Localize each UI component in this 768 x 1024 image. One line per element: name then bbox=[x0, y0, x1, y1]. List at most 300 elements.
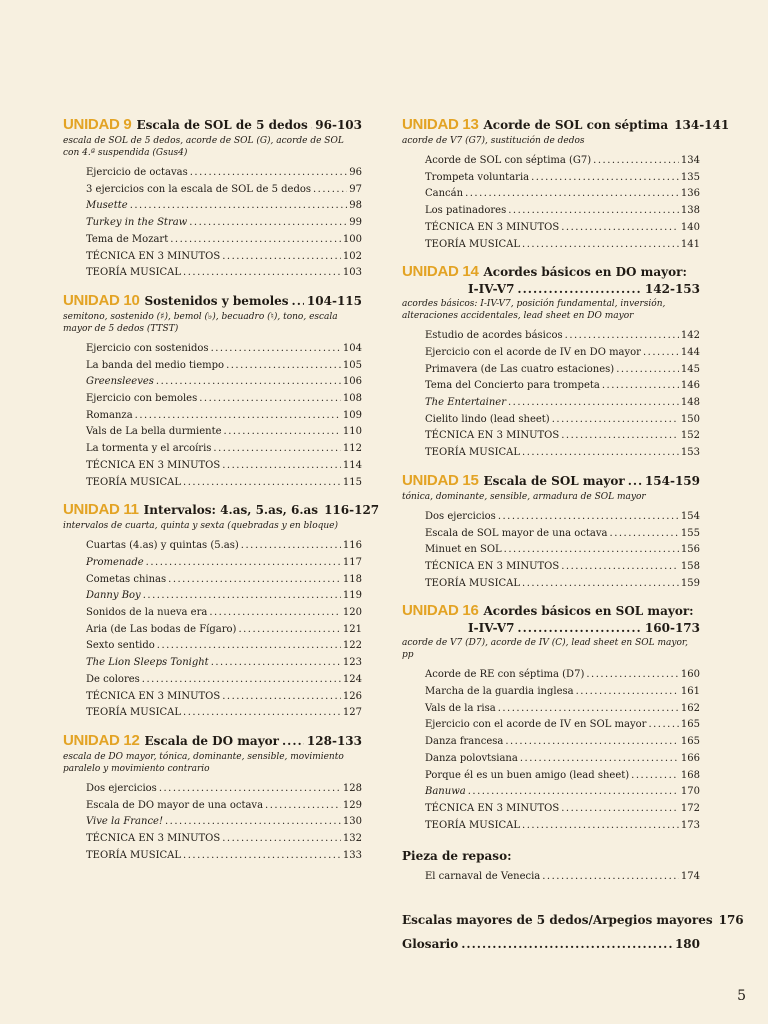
dot-leader bbox=[505, 734, 679, 751]
entry-title: Acorde de SOL con séptima (G7) bbox=[425, 155, 592, 166]
unit-subtitle: I-IV-V7 bbox=[468, 282, 515, 297]
entry-page: 168 bbox=[680, 769, 700, 781]
entry-title: TÉCNICA EN 3 MINUTOS bbox=[425, 430, 560, 442]
toc-entry[interactable] bbox=[425, 576, 700, 593]
unit-title: Escala de SOL mayor bbox=[483, 473, 625, 488]
unit-title: Acorde de SOL con séptima bbox=[483, 118, 669, 132]
entry-title: Danny Boy bbox=[86, 590, 141, 602]
entry-page: 140 bbox=[680, 221, 700, 233]
entry-list bbox=[402, 153, 700, 253]
entry-title: TÉCNICA EN 3 MINUTOS bbox=[425, 560, 560, 572]
entry-page: 159 bbox=[680, 577, 700, 589]
entry-title: TEORÍA MUSICAL bbox=[425, 577, 521, 589]
toc-entry[interactable] bbox=[425, 526, 700, 543]
entry-title: TÉCNICA EN 3 MINUTOS bbox=[86, 690, 221, 702]
unit-description: acorde de V7 (G7), sustitución de dedos bbox=[402, 136, 585, 146]
entry-page: 105 bbox=[342, 359, 362, 371]
entry-title: TÉCNICA EN 3 MINUTOS bbox=[425, 802, 560, 814]
entry-title: Ejercicio con el acorde de IV en SOL mayor bbox=[425, 719, 647, 731]
unit-section bbox=[63, 292, 362, 491]
entry-title: Vals de la risa bbox=[425, 702, 496, 714]
toc-entry[interactable] bbox=[86, 814, 362, 831]
dot-leader bbox=[522, 237, 679, 254]
dot-leader bbox=[517, 620, 642, 636]
scales-page: 176 bbox=[718, 913, 744, 928]
toc-entry[interactable] bbox=[425, 751, 700, 768]
entry-list bbox=[63, 781, 362, 865]
toc-entry[interactable] bbox=[86, 341, 362, 358]
unit-label: UNIDAD 14 bbox=[402, 263, 479, 281]
toc-entry[interactable] bbox=[86, 391, 362, 408]
page-number: 5 bbox=[737, 988, 746, 1004]
entry-page: 160 bbox=[680, 669, 700, 681]
entry-title: Vals de La bella durmiente bbox=[86, 426, 222, 438]
entry-page: 145 bbox=[680, 363, 700, 375]
entry-page: 165 bbox=[680, 736, 700, 748]
entry-title: De colores bbox=[86, 673, 140, 685]
toc-entry[interactable] bbox=[86, 374, 362, 391]
toc-entry[interactable] bbox=[86, 638, 362, 655]
scales-entry[interactable] bbox=[402, 908, 744, 932]
entry-title: Los patinadores bbox=[425, 205, 507, 217]
dot-leader bbox=[508, 203, 679, 220]
entry-page: 117 bbox=[342, 556, 362, 568]
entry-page: 150 bbox=[680, 413, 700, 425]
unit-label: UNIDAD 11 bbox=[63, 501, 139, 519]
unit-pages: 154-159 bbox=[644, 473, 700, 488]
entry-title: Dos ejercicios bbox=[425, 510, 496, 522]
entry-title: Marcha de la guardia inglesa bbox=[425, 686, 574, 698]
entry-title: Sonidos de la nueva era bbox=[86, 607, 208, 619]
toc-entry[interactable] bbox=[425, 445, 700, 462]
entry-title: Tema de Mozart bbox=[86, 233, 169, 245]
toc-entry[interactable] bbox=[86, 705, 362, 722]
entry-page: 114 bbox=[342, 459, 362, 471]
toc-entry[interactable] bbox=[425, 345, 700, 362]
entry-page: 129 bbox=[342, 799, 362, 811]
dot-leader bbox=[222, 831, 341, 848]
entry-page: 132 bbox=[342, 833, 362, 845]
toc-entry[interactable] bbox=[86, 588, 362, 605]
unit-description: semitono, sostenido (♯), bemol (♭), becuadro (♮), tono, escala mayor de 5 dedos (TTST) bbox=[63, 311, 338, 334]
entry-title: Primavera (de Las cuatro estaciones) bbox=[425, 363, 615, 375]
entry-page: 124 bbox=[342, 673, 362, 685]
toc-entry[interactable] bbox=[425, 559, 700, 576]
toc-entry[interactable] bbox=[425, 784, 700, 801]
toc-entry[interactable] bbox=[86, 781, 362, 798]
entry-title: TEORÍA MUSICAL bbox=[86, 849, 182, 861]
entry-page: 110 bbox=[342, 426, 362, 438]
dot-leader bbox=[631, 768, 679, 785]
dot-leader bbox=[311, 117, 312, 134]
dot-leader bbox=[561, 428, 679, 445]
unit-section bbox=[402, 116, 730, 253]
toc-entry[interactable] bbox=[86, 408, 362, 425]
toc-entry[interactable] bbox=[425, 542, 700, 559]
unit-pages: 96-103 bbox=[315, 118, 362, 132]
unit-description: acorde de V7 (D7), acorde de IV (C), lead sheet en SOL mayor, pp bbox=[402, 638, 689, 661]
entry-title: Porque él es un buen amigo (lead sheet) bbox=[425, 769, 630, 781]
dot-leader bbox=[461, 932, 672, 956]
unit-pages: 134-141 bbox=[674, 118, 730, 132]
unit-section bbox=[63, 501, 380, 722]
entry-title: Cuartas (4.as) y quintas (5.as) bbox=[86, 540, 239, 552]
unit-heading[interactable] bbox=[402, 602, 700, 620]
dot-leader bbox=[143, 588, 341, 605]
toc-entry[interactable] bbox=[425, 186, 700, 203]
entry-page: 153 bbox=[680, 447, 700, 459]
dot-leader bbox=[189, 215, 347, 232]
toc-entry[interactable] bbox=[86, 475, 362, 492]
entry-title: Minuet en SOL bbox=[425, 544, 502, 556]
entry-page: 133 bbox=[342, 849, 362, 861]
toc-entry[interactable] bbox=[86, 538, 362, 555]
unit-heading[interactable] bbox=[402, 263, 700, 281]
dot-leader bbox=[222, 249, 341, 266]
dot-leader bbox=[222, 689, 341, 706]
entry-title: Danza francesa bbox=[425, 736, 504, 748]
dot-leader bbox=[265, 798, 341, 815]
entry-title: TEORÍA MUSICAL bbox=[86, 267, 182, 279]
dot-leader bbox=[224, 424, 341, 441]
entry-title: Ejercicio con el acorde de IV en DO mayor bbox=[425, 346, 641, 358]
dot-leader bbox=[241, 538, 341, 555]
entry-page: 130 bbox=[342, 816, 362, 828]
dot-leader bbox=[183, 705, 341, 722]
dot-leader bbox=[517, 281, 642, 297]
dot-leader bbox=[593, 153, 679, 170]
entry-title: TEORÍA MUSICAL bbox=[86, 476, 182, 488]
entry-page: 116 bbox=[342, 540, 362, 552]
entry-title: Estudio de acordes básicos bbox=[425, 330, 563, 342]
toc-entry[interactable] bbox=[86, 655, 362, 672]
dot-leader bbox=[209, 605, 341, 622]
dot-leader bbox=[157, 638, 341, 655]
entry-title: TÉCNICA EN 3 MINUTOS bbox=[86, 250, 221, 262]
entry-title: Ejercicio de octavas bbox=[86, 167, 188, 178]
entry-title: TEORÍA MUSICAL bbox=[86, 707, 182, 719]
dot-leader bbox=[159, 781, 341, 798]
entry-page: 173 bbox=[680, 819, 700, 831]
toc-entry[interactable] bbox=[86, 831, 362, 848]
toc-entry[interactable] bbox=[86, 215, 362, 232]
entry-page: 97 bbox=[349, 183, 362, 195]
unit-title: Acordes básicos en DO mayor: bbox=[483, 265, 687, 280]
entry-page: 127 bbox=[342, 707, 362, 719]
dot-leader bbox=[504, 542, 679, 559]
dot-leader bbox=[648, 717, 678, 734]
entry-title: TEORÍA MUSICAL bbox=[425, 238, 521, 250]
entry-page: 128 bbox=[342, 782, 362, 794]
dot-leader bbox=[211, 655, 341, 672]
toc-entry[interactable] bbox=[425, 768, 700, 785]
unit-heading[interactable] bbox=[63, 292, 362, 310]
unit-title: Escala de DO mayor bbox=[144, 733, 279, 748]
toc-entry[interactable] bbox=[86, 182, 362, 199]
entry-page: 126 bbox=[342, 690, 362, 702]
unit-title: Sostenidos y bemoles bbox=[144, 293, 289, 308]
toc-entry[interactable] bbox=[425, 170, 700, 187]
entry-page: 104 bbox=[342, 342, 362, 354]
entry-page: 135 bbox=[680, 171, 700, 183]
toc-entry[interactable] bbox=[425, 428, 700, 445]
review-list bbox=[402, 869, 700, 886]
entry-page: 119 bbox=[342, 590, 362, 602]
entry-page: 158 bbox=[680, 560, 700, 572]
entry-page: 148 bbox=[680, 397, 700, 409]
entry-list bbox=[402, 667, 700, 834]
toc-entry[interactable] bbox=[86, 441, 362, 458]
glossary-title: Glosario bbox=[402, 937, 459, 952]
dot-leader bbox=[561, 220, 679, 237]
entry-page: 155 bbox=[680, 527, 700, 539]
entry-page: 134 bbox=[680, 155, 700, 166]
toc-entry[interactable] bbox=[425, 220, 700, 237]
glossary-page: 180 bbox=[674, 937, 700, 952]
dot-leader bbox=[576, 684, 679, 701]
entry-page: 165 bbox=[680, 719, 700, 731]
toc-entry[interactable] bbox=[425, 378, 700, 395]
unit-pages: 104-115 bbox=[306, 293, 362, 308]
entry-page: 96 bbox=[349, 167, 362, 178]
unit-description: escala de DO mayor, tónica, dominante, sensible, movimiento paralelo y movimiento contrario bbox=[63, 751, 344, 774]
toc-entry[interactable] bbox=[86, 848, 362, 865]
entry-title: Romanza bbox=[86, 409, 133, 421]
unit-title: Intervalos: 4.as, 5.as, 6.as bbox=[143, 503, 319, 518]
unit-label: UNIDAD 10 bbox=[63, 291, 140, 309]
dot-leader bbox=[168, 572, 341, 589]
entry-page: 146 bbox=[680, 380, 700, 392]
entry-title: Dos ejercicios bbox=[86, 782, 157, 794]
entry-page: 102 bbox=[342, 250, 362, 262]
unit-section bbox=[402, 602, 700, 834]
unit-heading[interactable] bbox=[63, 116, 362, 134]
dot-leader bbox=[190, 165, 348, 182]
dot-leader bbox=[565, 328, 679, 345]
entry-title: La tormenta y el arcoíris bbox=[86, 443, 212, 455]
unit-section bbox=[402, 472, 700, 593]
toc-entry[interactable] bbox=[425, 869, 700, 886]
toc-entry[interactable] bbox=[86, 249, 362, 266]
unit-description: acordes básicos: I-IV-V7, posición fundamental, inversión, alteraciones accidentales, lead sheet en DO mayor bbox=[402, 299, 666, 322]
unit-pages: 116-127 bbox=[324, 503, 380, 518]
dot-leader bbox=[508, 395, 679, 412]
dot-leader bbox=[542, 869, 679, 886]
unit-pages: 142-153 bbox=[644, 282, 700, 297]
unit-title: Escala de SOL de 5 dedos bbox=[136, 118, 308, 132]
entry-title: Musette bbox=[86, 200, 128, 212]
entry-page: 108 bbox=[342, 393, 362, 405]
dot-leader bbox=[226, 358, 341, 375]
entry-page: 106 bbox=[342, 376, 362, 388]
entry-title: Banuwa bbox=[425, 786, 466, 798]
right-column bbox=[402, 116, 744, 956]
entry-title: Promenade bbox=[86, 556, 144, 568]
dot-leader bbox=[135, 408, 341, 425]
toc-entry[interactable] bbox=[86, 458, 362, 475]
entry-page: 120 bbox=[342, 607, 362, 619]
entry-page: 152 bbox=[680, 430, 700, 442]
toc-entry[interactable] bbox=[425, 818, 700, 835]
entry-title: The Lion Sleeps Tonight bbox=[86, 657, 209, 669]
dot-leader bbox=[222, 458, 341, 475]
unit-label: UNIDAD 15 bbox=[402, 471, 479, 489]
dot-leader bbox=[146, 555, 341, 572]
dot-leader bbox=[199, 391, 341, 408]
dot-leader bbox=[183, 265, 341, 282]
entry-title: Escala de SOL mayor de una octava bbox=[425, 527, 608, 539]
dot-leader bbox=[498, 701, 679, 718]
entry-page: 174 bbox=[680, 871, 700, 883]
entry-page: 123 bbox=[342, 657, 362, 669]
entry-page: 122 bbox=[342, 640, 362, 652]
unit-subtitle-line bbox=[402, 281, 700, 297]
entry-title: Tema del Concierto para trompeta bbox=[425, 380, 600, 392]
entry-page: 170 bbox=[680, 786, 700, 798]
dot-leader bbox=[468, 784, 679, 801]
entry-title: Acorde de RE con séptima (D7) bbox=[425, 669, 585, 681]
toc-entry[interactable] bbox=[86, 798, 362, 815]
dot-leader bbox=[616, 362, 679, 379]
toc-entry[interactable] bbox=[86, 572, 362, 589]
entry-list bbox=[402, 328, 700, 462]
dot-leader bbox=[643, 345, 679, 362]
toc-entry[interactable] bbox=[425, 734, 700, 751]
entry-title: Danza polovtsiana bbox=[425, 752, 518, 764]
entry-title: 3 ejercicios con la escala de SOL de 5 dedos bbox=[86, 183, 311, 195]
dot-leader bbox=[142, 672, 341, 689]
toc-entry[interactable] bbox=[425, 395, 700, 412]
unit-heading[interactable] bbox=[63, 732, 362, 750]
unit-subtitle-line bbox=[402, 620, 700, 636]
toc-entry[interactable] bbox=[425, 237, 700, 254]
unit-description: escala de SOL de 5 dedos, acorde de SOL (G), acorde de SOL con 4.ª suspendida (Gsus4) bbox=[63, 136, 344, 158]
entry-page: 109 bbox=[342, 409, 362, 421]
unit-pages: 128-133 bbox=[306, 733, 362, 748]
toc-entry[interactable] bbox=[425, 801, 700, 818]
toc-entry[interactable] bbox=[425, 701, 700, 718]
toc-entry[interactable] bbox=[86, 198, 362, 215]
unit-section bbox=[63, 732, 362, 865]
entry-title: Cielito lindo (lead sheet) bbox=[425, 413, 550, 425]
unit-heading[interactable] bbox=[63, 501, 380, 519]
unit-description: intervalos de cuarta, quinta y sexta (quebradas y en bloque) bbox=[63, 521, 339, 532]
dot-leader bbox=[520, 751, 679, 768]
entry-page: 162 bbox=[680, 702, 700, 714]
entry-title: The Entertainer bbox=[425, 397, 506, 409]
entry-list bbox=[63, 341, 362, 491]
dot-leader bbox=[211, 341, 341, 358]
entry-title: Ejercicio con sostenidos bbox=[86, 342, 209, 354]
toc-entry[interactable] bbox=[425, 362, 700, 379]
dot-leader bbox=[165, 814, 341, 831]
toc-entry[interactable] bbox=[425, 412, 700, 429]
toc-entry[interactable] bbox=[425, 153, 700, 170]
toc-entry[interactable] bbox=[86, 265, 362, 282]
entry-page: 142 bbox=[680, 330, 700, 342]
dot-leader bbox=[531, 170, 679, 187]
entry-list bbox=[63, 538, 362, 722]
unit-label: UNIDAD 13 bbox=[402, 116, 479, 133]
entry-title: TEORÍA MUSICAL bbox=[425, 447, 521, 459]
dot-leader bbox=[586, 667, 679, 684]
toc-entry[interactable] bbox=[425, 203, 700, 220]
toc-entry[interactable] bbox=[86, 672, 362, 689]
toc-entry[interactable] bbox=[86, 555, 362, 572]
entry-title: Sexto sentido bbox=[86, 640, 155, 652]
toc-entry[interactable] bbox=[425, 509, 700, 526]
dot-leader bbox=[183, 848, 341, 865]
toc-entry[interactable] bbox=[86, 232, 362, 249]
entry-title: Trompeta voluntaria bbox=[425, 171, 530, 183]
dot-leader bbox=[522, 445, 679, 462]
entry-page: 166 bbox=[680, 752, 700, 764]
dot-leader bbox=[602, 378, 679, 395]
entry-page: 121 bbox=[342, 623, 362, 635]
unit-heading[interactable] bbox=[402, 116, 730, 134]
review-heading: Pieza de repaso: bbox=[402, 849, 512, 864]
unit-heading[interactable] bbox=[402, 472, 700, 490]
dot-leader bbox=[282, 733, 304, 750]
entry-page: 103 bbox=[342, 267, 362, 279]
entry-page: 112 bbox=[342, 443, 362, 455]
entry-title: Cancán bbox=[425, 188, 464, 200]
entry-title: Greensleeves bbox=[86, 376, 154, 388]
entry-list bbox=[63, 165, 362, 282]
dot-leader bbox=[610, 526, 679, 543]
entry-page: 154 bbox=[680, 510, 700, 522]
entry-title: TÉCNICA EN 3 MINUTOS bbox=[86, 833, 221, 845]
toc-entry[interactable] bbox=[86, 622, 362, 639]
entry-title: El carnaval de Venecia bbox=[425, 871, 541, 883]
dot-leader bbox=[156, 374, 341, 391]
dot-leader bbox=[628, 473, 642, 490]
entry-title: La banda del medio tiempo bbox=[86, 359, 225, 371]
dot-leader bbox=[498, 509, 679, 526]
entry-page: 100 bbox=[342, 233, 362, 245]
entry-page: 98 bbox=[349, 200, 362, 212]
toc-entry[interactable] bbox=[425, 717, 700, 734]
unit-section bbox=[402, 263, 700, 462]
entry-title: Cometas chinas bbox=[86, 573, 167, 585]
dot-leader bbox=[238, 622, 340, 639]
toc-entry[interactable] bbox=[86, 605, 362, 622]
toc-entry[interactable] bbox=[86, 165, 362, 182]
entry-page: 115 bbox=[342, 476, 362, 488]
toc-entry[interactable] bbox=[425, 667, 700, 684]
unit-title: Acordes básicos en SOL mayor: bbox=[483, 604, 694, 619]
entry-title: TÉCNICA EN 3 MINUTOS bbox=[86, 459, 221, 471]
entry-title: Escala de DO mayor de una octava bbox=[86, 799, 264, 811]
entry-page: 172 bbox=[680, 802, 700, 814]
unit-pages: 160-173 bbox=[644, 621, 700, 636]
dot-leader bbox=[561, 559, 679, 576]
toc-entry[interactable] bbox=[86, 358, 362, 375]
entry-title: Turkey in the Straw bbox=[86, 217, 188, 229]
toc-entry[interactable] bbox=[86, 424, 362, 441]
toc-entry[interactable] bbox=[425, 328, 700, 345]
dot-leader bbox=[313, 182, 347, 199]
toc-entry[interactable] bbox=[86, 689, 362, 706]
entry-title: TÉCNICA EN 3 MINUTOS bbox=[425, 221, 560, 233]
entry-page: 144 bbox=[680, 346, 700, 358]
glossary-entry[interactable] bbox=[402, 932, 700, 956]
entry-page: 118 bbox=[342, 573, 362, 585]
dot-leader bbox=[170, 232, 341, 249]
entry-page: 141 bbox=[680, 238, 700, 250]
unit-label: UNIDAD 16 bbox=[402, 602, 479, 620]
toc-entry[interactable] bbox=[425, 684, 700, 701]
